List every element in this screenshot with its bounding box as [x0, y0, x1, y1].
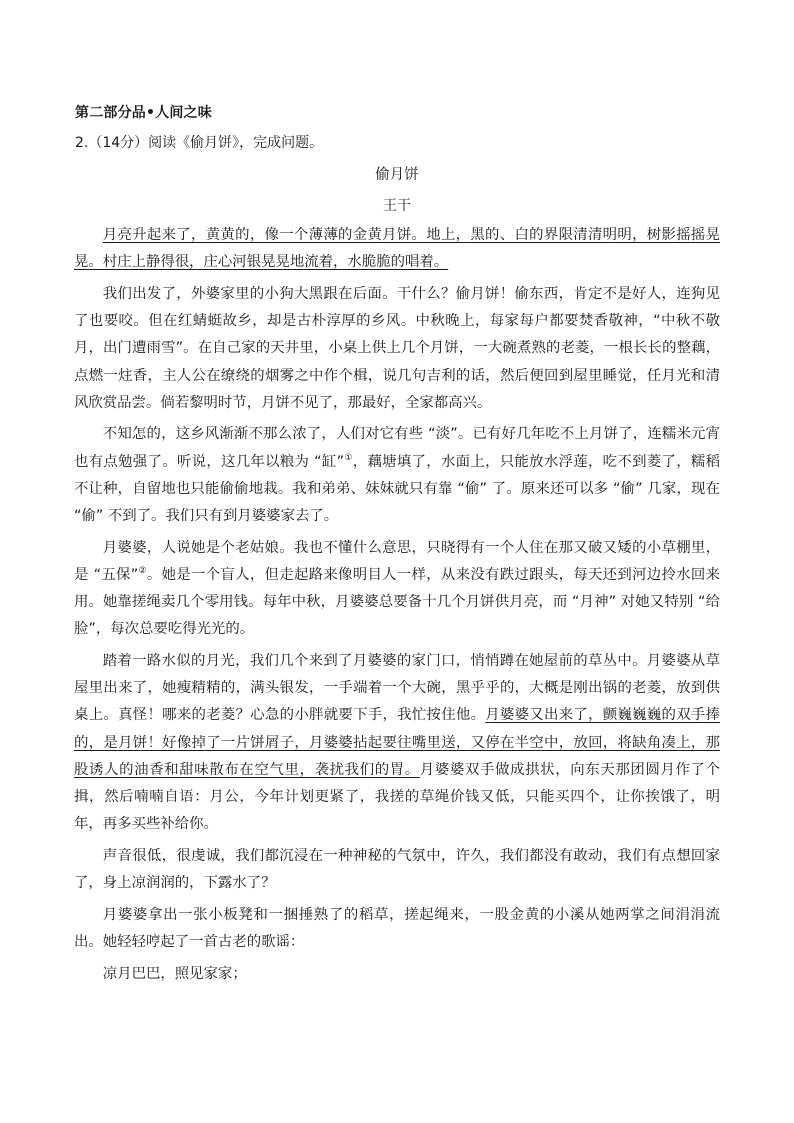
article-author: 王干	[383, 198, 411, 214]
paragraph-5: 踏着一路水似的月光，我们几个来到了月婆婆的家门口，悄悄蹲在她屋前的草丛中。月婆婆从草屋里出来了，她瘦精精的，满头银发，一手端着一个大碗，黑乎乎的，大概是刚出锅的老菱，放到供桌上。真怪！哪来的老菱？心急的小胖就要下手，我忙按住他。月婆婆又出来了，颤巍巍巍的双手捧的，是月饼！好像掉了一片饼屑子，月婆婆拈起要往嘴里送，又停在半空中，放回，将缺角凑上，那股诱人的油香和甜味散布在空气里，袭扰我们的胃。月婆婆双手做成拱状，向东天那团圆月作了个揖，然后喃喃自语：月公，今年计划更紧了，我搓的草绳价钱又低，只能买四个，让你挨饿了，明年，再多买些补给你。	[74, 653, 720, 833]
paragraph-4: 月婆婆，人说她是个老姑娘。我也不懂什么意思，只晓得有一个人住在那又破又矮的小草棚里，是 “五保”②。她是一个盲人，但走起路来像明目人一样，从来没有跌过跟头，每天还到河边拎水回来用。她靠搓绳卖几个零用钱。每年中秋，月婆婆总要备十几个月饼供月亮，而 “月神” 对她又特别 “给脸”，每次总要吃得光光的。	[74, 539, 720, 638]
paragraph-1	[74, 222, 720, 276]
paragraph-8: 凉月巴巴，照见家家；	[102, 965, 247, 982]
section-title: 第二部分品•人间之味	[75, 105, 212, 121]
paragraph-6: 声音很低，很虔诚，我们都沉浸在一种神秘的气氛中，许久，我们都没有敢动，我们有点想回家了，身上凉润润的，下露水了？	[74, 847, 720, 892]
article-title: 偷月饼	[375, 167, 419, 183]
paragraph-7: 月婆婆拿出一张小板凳和一捆捶熟了的稻草，搓起绳来，一股金黄的小溪从她两掌之间涓涓流出。她轻轻哼起了一首古老的歌谣：	[74, 906, 720, 951]
question-prompt: 2.（14分）阅读《偷月饼》，完成问题。	[75, 135, 324, 151]
underlined-passage-2: 月婆婆又出来了，颤巍巍巍的双手捧的，是月饼！好像掉了一片饼屑子，月婆婆拈起要往嘴里送，又停在半空中，放回，将缺角凑上，那股诱人的油香和甜味散布在空气里，袭扰我们的胃。	[74, 707, 720, 778]
paragraph-3: 不知怎的，这乡风渐渐不那么浓了，人们对它有些 “淡”。已有好几年吃不上月饼了，连糯米元宵也有点勉强了。听说，这几年以粮为 “缸”①，藕塘填了，水面上，只能放水浮莲，吃不到菱了，糯稻不让种，自留地也只能偷偷地栽。我和弟弟、妹妹就只有靠 “偷” 了。原来还可以多 “偷” 几家，现在 “偷” 不到了。我们只有到月婆婆家去了。	[74, 426, 720, 525]
footnote-marker-2: ②	[138, 566, 147, 577]
article-body	[74, 222, 720, 992]
underlined-passage-1: 月亮升起来了，黄黄的，像一个薄薄的金黄月饼。地上，黑的、白的界限清清明明，树影摇摇晃晃。村庄上静得很，庄心河银晃晃地流着，水脆脆的唱着。	[74, 227, 720, 271]
paragraph-2: 我们出发了，外婆家里的小狗大黑跟在后面。干什么？偷月饼！偷东西，肯定不是好人，连狗见了也要咬。但在红蜻蜓故乡，却是古朴淳厚的乡风。中秋晚上，每家每户都要焚香敬神，“中秋不敬月，出门遭雨雪”。在自己家的天井里，小桌上供上几个月饼，一大碗煮熟的老菱，一根长长的整藕，点燃一炷香，主人公在缭绕的烟雾之中作个楫，说几句吉利的话，然后便回到屋里睡觉，任月光和清风欣赏品尝。倘若黎明时节，月饼不见了，那最好，全家都高兴。	[74, 285, 720, 411]
footnote-marker-1: ①	[344, 452, 353, 463]
